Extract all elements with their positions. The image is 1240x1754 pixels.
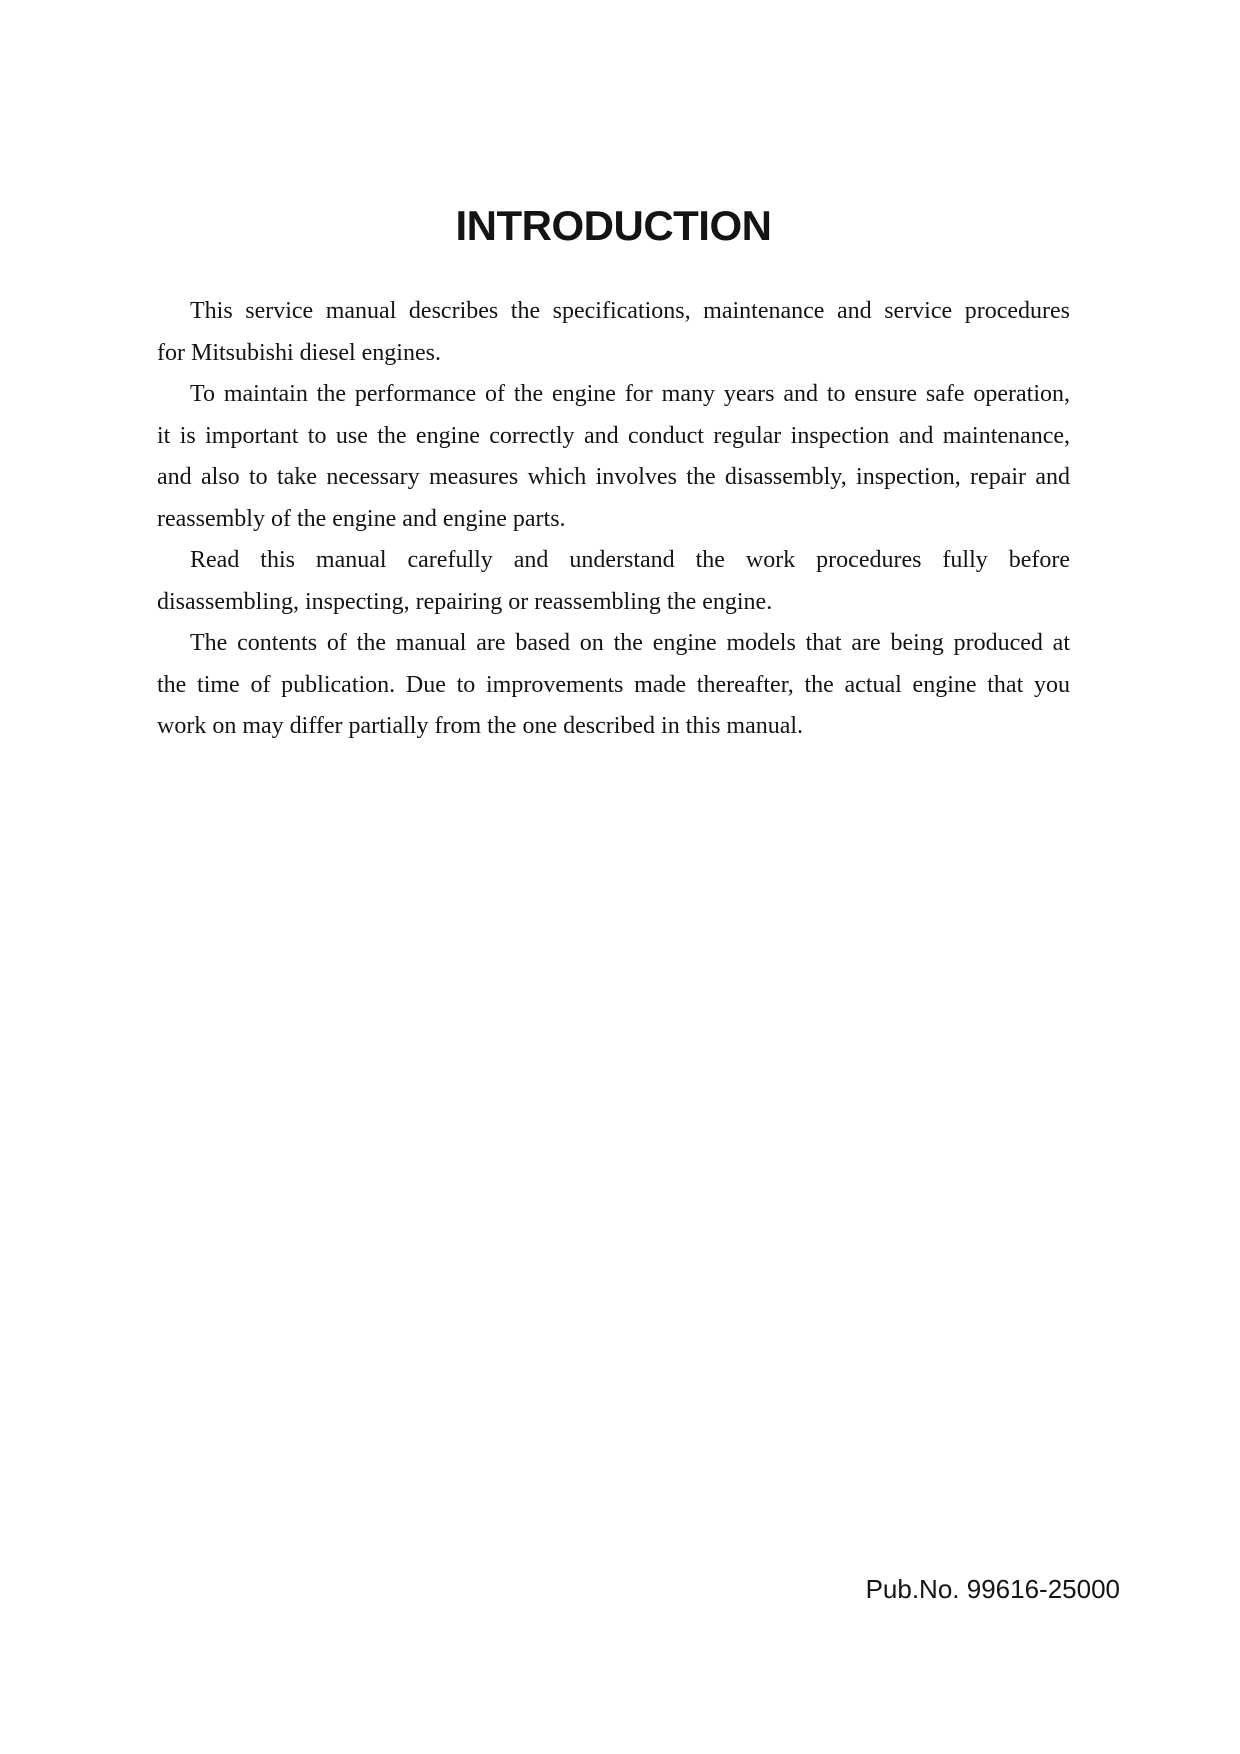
text-line: To maintain the performance of the engine for many years and to ensure safe operation, <box>190 381 1070 407</box>
text-line: reassembly of the engine and engine parts. <box>157 505 566 532</box>
publication-number: Pub.No. 99616-25000 <box>865 1574 1120 1604</box>
text-line: disassembling, inspecting, repairing or reassembling the engine. <box>157 588 773 615</box>
text-line: for Mitsubishi diesel engines. <box>157 339 441 366</box>
text-line: and also to take necessary measures which involves the disassembly, inspection, repair and <box>157 464 1070 490</box>
body-text <box>157 291 1070 748</box>
text-line: it is important to use the engine correctly and conduct regular inspection and maintenance, <box>157 422 1070 449</box>
text-line: the time of publication. Due to improvements made thereafter, the actual engine that you <box>157 671 1070 698</box>
text-line: work on may differ partially from the one described in this manual. <box>157 713 804 739</box>
text-line: This service manual describes the specifications, maintenance and service procedures <box>190 298 1070 324</box>
paragraph <box>157 374 1070 540</box>
text-line: The contents of the manual are based on the engine models that are being produced at <box>190 630 1070 656</box>
page-title: INTRODUCTION <box>455 202 772 250</box>
paragraph <box>157 623 1070 748</box>
text-line: Read this manual carefully and understand the work procedures fully before <box>190 547 1070 573</box>
paragraph <box>157 540 1070 623</box>
paragraph <box>157 291 1070 374</box>
